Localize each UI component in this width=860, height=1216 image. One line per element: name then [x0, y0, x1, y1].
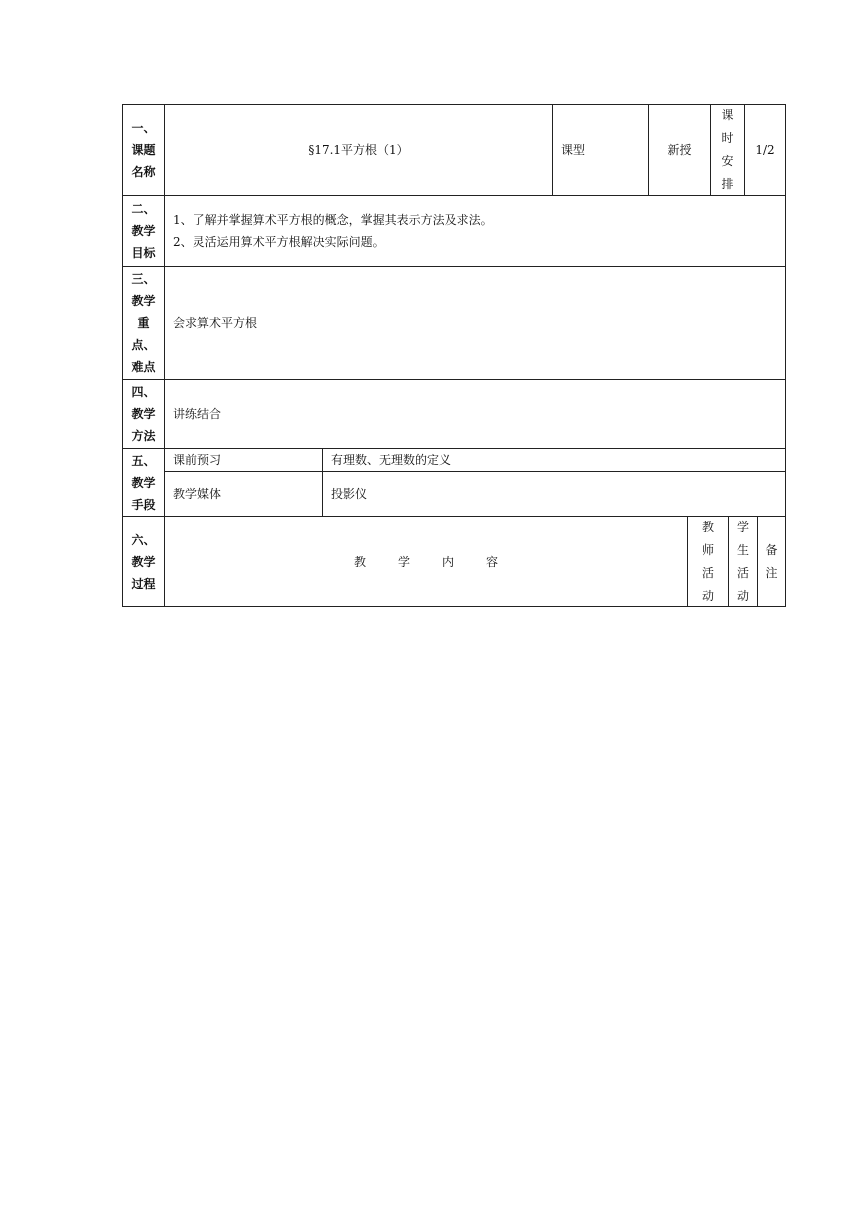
label-line: 难点	[131, 360, 156, 374]
schedule-char: 安	[721, 154, 734, 168]
remarks-char: 注	[765, 565, 778, 580]
content-char: 容	[486, 554, 499, 569]
lesson-type-label-text: 课型	[561, 143, 586, 157]
content-char: 学	[397, 554, 410, 569]
label-line: 五、	[131, 453, 156, 468]
label-line: 教学	[131, 407, 156, 421]
label-line: 二、	[131, 202, 156, 216]
label-line: 过程	[131, 576, 156, 591]
lesson-type-value-text: 新授	[667, 143, 692, 157]
media-value-text: 投影仪	[331, 487, 368, 501]
label-line: 手段	[131, 497, 156, 512]
lesson-title-text: §17.1平方根（1）	[308, 143, 409, 157]
remarks-char: 备	[765, 542, 778, 557]
content-char: 教	[353, 554, 366, 569]
media-label-text: 教学媒体	[173, 487, 222, 501]
label-line: 目标	[131, 246, 156, 260]
media-label	[164, 471, 323, 517]
teaching-goals	[164, 195, 786, 267]
teaching-method-text: 讲练结合	[173, 407, 222, 421]
label-line: 点、	[131, 338, 156, 352]
teacher-activity-char: 师	[701, 542, 714, 557]
media-value	[322, 471, 786, 517]
preview-label	[164, 448, 323, 472]
key-points-text: 会求算术平方根	[173, 316, 258, 330]
schedule-value	[744, 104, 786, 196]
teaching-content-header	[164, 516, 688, 607]
lesson-title	[164, 104, 553, 196]
label-line: 教学	[131, 294, 156, 308]
goal-item: 2、灵活运用算术平方根解决实际问题。	[173, 235, 385, 249]
student-activity-header	[728, 516, 758, 607]
label-line: 重	[137, 316, 150, 330]
label-line: 课题	[131, 143, 156, 157]
lesson-title-label	[122, 104, 165, 196]
schedule-label	[710, 104, 745, 196]
student-activity-char: 学	[736, 519, 749, 534]
schedule-char: 时	[721, 131, 734, 145]
teaching-process-label	[122, 516, 165, 607]
student-activity-char: 生	[736, 542, 749, 557]
label-line: 四、	[131, 385, 156, 399]
label-line: 名称	[131, 165, 156, 179]
preview-value	[322, 448, 786, 472]
teaching-goals-label	[122, 195, 165, 267]
key-points	[164, 266, 786, 380]
teacher-activity-char: 活	[701, 565, 714, 580]
schedule-char: 课	[721, 108, 734, 122]
teaching-method-label	[122, 379, 165, 449]
label-line: 方法	[131, 429, 156, 443]
label-line: 教学	[131, 475, 156, 490]
label-line: 教学	[131, 224, 156, 238]
student-activity-char: 动	[736, 588, 749, 603]
key-points-label	[122, 266, 165, 380]
student-activity-char: 活	[736, 565, 749, 580]
remarks-header	[757, 516, 786, 607]
preview-value-text: 有理数、无理数的定义	[331, 453, 452, 467]
preview-label-text: 课前预习	[173, 453, 222, 467]
label-line: 三、	[131, 272, 156, 286]
teacher-activity-char: 教	[701, 519, 714, 534]
content-char: 内	[442, 554, 455, 569]
teacher-activity-header	[687, 516, 729, 607]
schedule-char: 排	[721, 177, 734, 191]
schedule-value-text: 1/2	[755, 143, 775, 157]
goal-item: 1、了解并掌握算术平方根的概念，掌握其表示方法及求法。	[173, 213, 493, 227]
lesson-type-label	[552, 104, 649, 196]
label-line: 教学	[131, 554, 156, 569]
teaching-method	[164, 379, 786, 449]
lesson-type-value	[648, 104, 711, 196]
teaching-means-label	[122, 448, 165, 517]
label-line: 一、	[131, 121, 156, 135]
label-line: 六、	[131, 532, 156, 547]
teacher-activity-char: 动	[701, 588, 714, 603]
